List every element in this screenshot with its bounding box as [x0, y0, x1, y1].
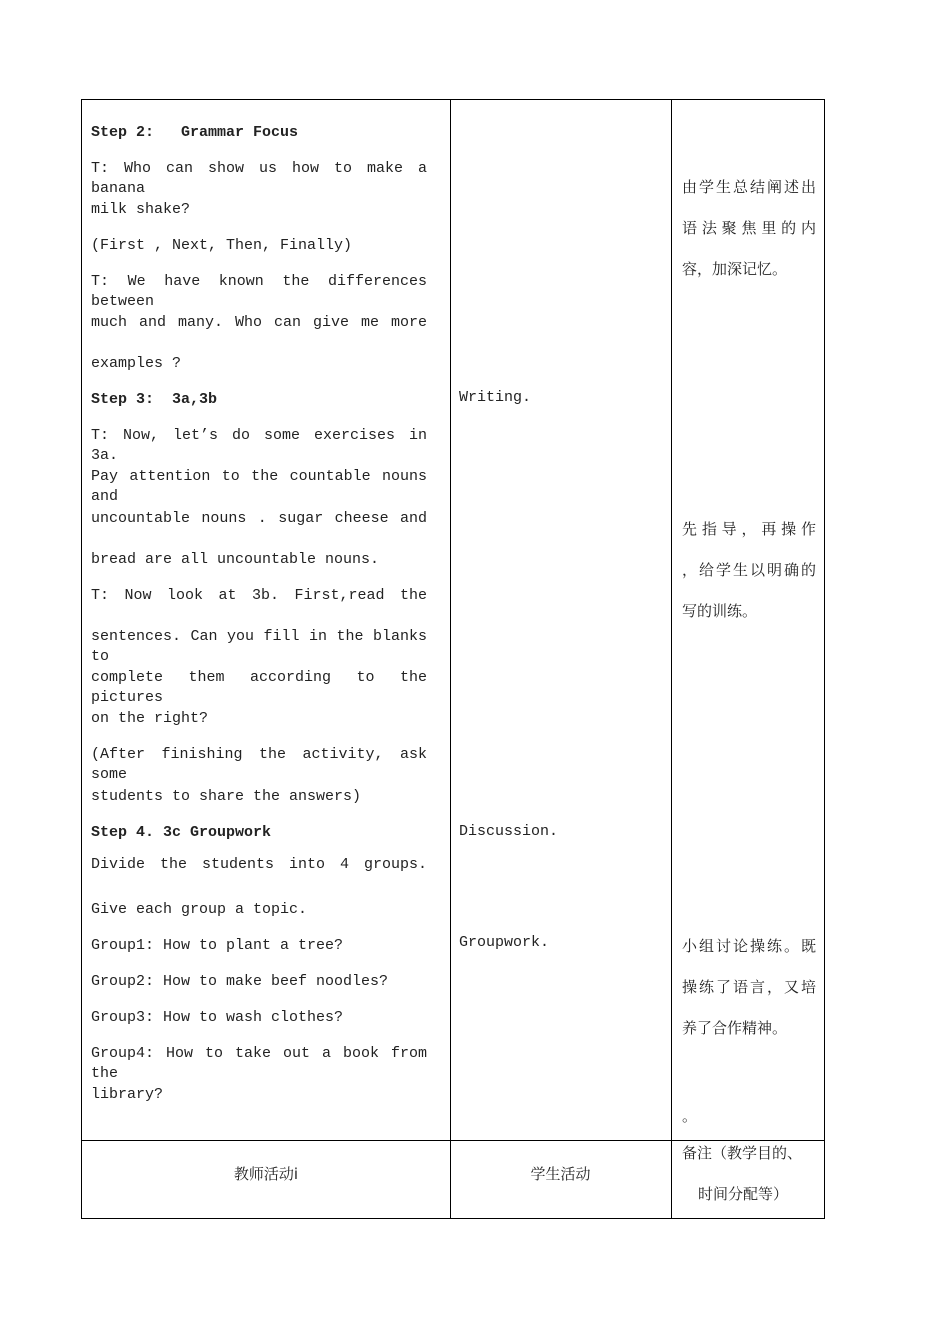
step3-line: uncountable nouns . sugar cheese and [91, 510, 427, 527]
step2-line: examples ? [91, 355, 182, 372]
step2-line: (First , Next, Then, Finally) [91, 237, 353, 254]
step3-line: bread are all uncountable nouns. [91, 551, 380, 568]
step3-line: T: Now, let’s do some exercises in 3a. [91, 427, 427, 464]
step4-line: library? [91, 1086, 164, 1103]
step2-line: milk shake? [91, 201, 191, 218]
note1-line: 语法聚焦里的内 [682, 219, 816, 237]
step4-line: Group1: How to plant a tree? [91, 937, 344, 954]
footer-row-divider [82, 1140, 824, 1141]
remarks-header-line2: 时间分配等） [698, 1185, 789, 1203]
note1-line: 容，加深记忆。 [682, 260, 788, 278]
column-divider-1 [450, 100, 451, 1218]
note1-line: 由学生总结阐述出 [682, 178, 816, 196]
student-activity-header: 学生活动 [530, 1165, 591, 1183]
step3-line: on the right? [91, 710, 209, 727]
step3-line: T: Now look at 3b. First,read the [91, 587, 427, 604]
step2-line: much and many. Who can give me more [91, 314, 427, 331]
step3-line: students to share the answers) [91, 788, 362, 805]
step3-line: (After finishing the activity, ask some [91, 746, 427, 783]
note3-end: 。 [682, 1107, 698, 1125]
step3-heading: Step 3: 3a,3b [91, 391, 218, 408]
step3-line: sentences. Can you fill in the blanks to [91, 628, 427, 665]
note3-line: 操练了语言，又培 [682, 978, 816, 996]
note2-line: 先指导，再操作 [682, 520, 816, 538]
note2-line: ，给学生以明确的 [682, 561, 816, 579]
step2-line: T: Who can show us how to make a banana [91, 160, 427, 197]
note3-line: 养了合作精神。 [682, 1019, 788, 1037]
step2-line: T: We have known the differences between [91, 273, 427, 310]
step4-line: Group4: How to take out a book from the [91, 1045, 427, 1082]
step3-line: Pay attention to the countable nouns and [91, 468, 427, 505]
remarks-header-line1: 备注（教学目的、 [682, 1144, 803, 1162]
column-divider-2 [671, 100, 672, 1218]
step4-heading: Step 4. 3c Groupwork [91, 824, 272, 841]
groupwork-activity: Groupwork. [459, 934, 550, 951]
note2-line: 写的训练。 [682, 602, 758, 620]
step3-line: complete them according to the pictures [91, 669, 427, 706]
teacher-activity-header: 教师活动i [233, 1165, 299, 1183]
step4-line: Group3: How to wash clothes? [91, 1009, 344, 1026]
step4-line: Divide the students into 4 groups. [91, 856, 427, 873]
step4-line: Group2: How to make beef noodles? [91, 973, 389, 990]
discussion-activity: Discussion. [459, 823, 559, 840]
step4-line: Give each group a topic. [91, 901, 308, 918]
note3-line: 小组讨论操练。既 [682, 937, 816, 955]
step2-heading: Step 2: Grammar Focus [91, 124, 299, 141]
writing-activity: Writing. [459, 389, 532, 406]
